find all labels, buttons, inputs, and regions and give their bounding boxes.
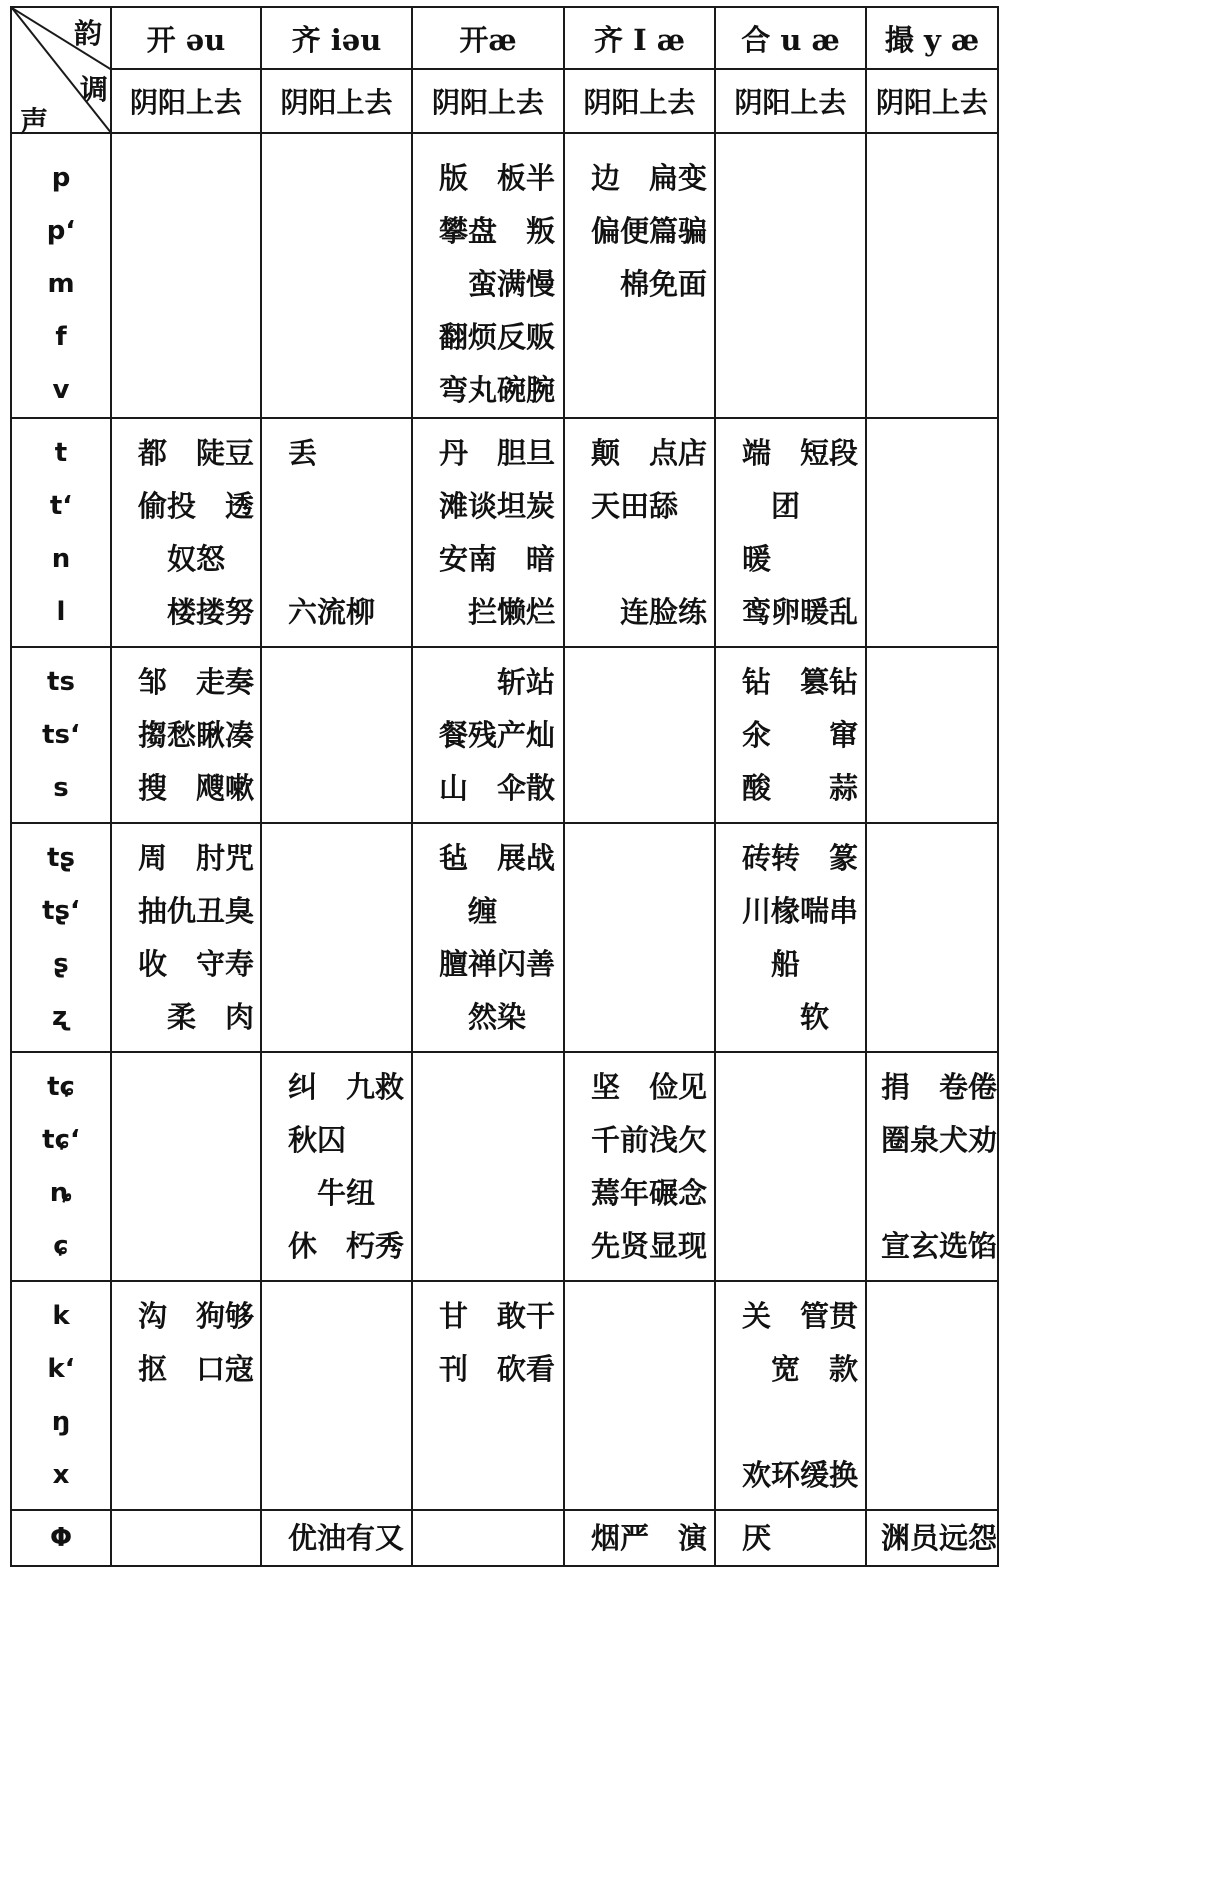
tone-header-2: 阴阳上去 bbox=[412, 69, 564, 133]
syllable-line: 周 肘咒 bbox=[138, 841, 255, 875]
syllable-line: 楼搂努 bbox=[138, 595, 255, 629]
syllable-cell bbox=[715, 1281, 866, 1510]
syllable-cell bbox=[715, 133, 866, 418]
syllable-line: 邹 走奏 bbox=[138, 665, 255, 699]
tone-header-5: 阴阳上去 bbox=[866, 69, 998, 133]
syllable-cell bbox=[715, 823, 866, 1052]
syllable-cell bbox=[866, 1281, 998, 1510]
initial-label: t bbox=[54, 438, 68, 468]
initial-label: n bbox=[51, 544, 71, 574]
syllable-line: 拦懒烂 bbox=[439, 595, 556, 629]
syllable-line: 圈泉犬劝 bbox=[881, 1123, 998, 1157]
initial-label: f bbox=[55, 322, 67, 352]
final-header-0: 开 əu bbox=[111, 7, 261, 69]
syllable-cell bbox=[866, 418, 998, 647]
initial-label: tsʻ bbox=[42, 720, 80, 750]
initial-group-row bbox=[11, 647, 998, 823]
syllable-line: 欢环缓换 bbox=[742, 1458, 859, 1492]
syllable-line: 端 短段 bbox=[742, 436, 859, 470]
tone-header-0: 阴阳上去 bbox=[111, 69, 261, 133]
syllable-line: 钻 篡钻 bbox=[742, 665, 859, 699]
syllable-line: 氽 窜 bbox=[742, 718, 859, 752]
syllable-line: 厌 bbox=[742, 1521, 772, 1555]
syllable-line: 团 bbox=[742, 489, 801, 523]
syllable-line: 膻禅闪善 bbox=[439, 947, 556, 981]
corner-label-tones: 调 bbox=[80, 73, 109, 106]
initial-label: x bbox=[52, 1460, 70, 1490]
initial-label: tʂ bbox=[47, 843, 75, 873]
initial-group-row bbox=[11, 418, 998, 647]
syllable-line bbox=[742, 1396, 865, 1449]
initial-label: tʻ bbox=[49, 491, 73, 521]
corner-label-finals: 韵 bbox=[74, 17, 103, 50]
syllable-line: 刊 砍看 bbox=[439, 1352, 556, 1386]
initial-group-row bbox=[11, 1281, 998, 1510]
syllable-line: 先贤显现 bbox=[591, 1229, 708, 1263]
initial-label: tʂʻ bbox=[42, 896, 80, 926]
syllable-line: 蛮满慢 bbox=[439, 267, 556, 301]
syllable-cell bbox=[111, 133, 261, 418]
tone-header-3: 阴阳上去 bbox=[564, 69, 715, 133]
syllable-line: 六流柳 bbox=[288, 595, 376, 629]
initial-label: l bbox=[56, 597, 66, 627]
syllable-line: 甘 敢干 bbox=[439, 1299, 556, 1333]
corner-cell bbox=[11, 7, 111, 138]
syllable-line: 软 bbox=[742, 1000, 830, 1034]
tone-header-4: 阴阳上去 bbox=[715, 69, 866, 133]
syllable-cell bbox=[564, 418, 715, 647]
initial-label: m bbox=[47, 269, 75, 299]
syllable-cell bbox=[261, 133, 412, 418]
syllable-line: 丹 胆旦 bbox=[439, 436, 556, 470]
syllable-line: 船 bbox=[742, 947, 801, 981]
syllable-line: 渊员远怨 bbox=[881, 1521, 998, 1555]
syllable-line: 砖转 篆 bbox=[742, 841, 859, 875]
syllable-line: 偷投 透 bbox=[138, 489, 255, 523]
syllable-line bbox=[288, 533, 411, 586]
initials-cell bbox=[11, 133, 111, 418]
initial-label: ȵ bbox=[49, 1178, 73, 1208]
syllable-cell bbox=[111, 418, 261, 647]
syllable-line: 棉免面 bbox=[591, 267, 708, 301]
syllable-table bbox=[10, 6, 999, 1567]
syllable-cell bbox=[412, 1052, 564, 1281]
syllable-line: 收 守寿 bbox=[138, 947, 255, 981]
finals-header-row bbox=[11, 7, 998, 69]
syllable-cell bbox=[564, 1281, 715, 1510]
syllable-line: 暖 bbox=[742, 542, 772, 576]
initial-group-row bbox=[11, 1510, 998, 1566]
syllable-cell bbox=[564, 1510, 715, 1566]
tone-header-1: 阴阳上去 bbox=[261, 69, 412, 133]
initial-label: tɕʻ bbox=[42, 1125, 80, 1155]
final-header-2: 开æ bbox=[412, 7, 564, 69]
syllable-line: 宽 款 bbox=[742, 1352, 859, 1386]
syllable-cell bbox=[261, 823, 412, 1052]
syllable-line: 颠 点店 bbox=[591, 436, 708, 470]
syllable-cell bbox=[564, 647, 715, 823]
syllable-line: 滩谈坦炭 bbox=[439, 489, 556, 523]
syllable-line: 抽仇丑臭 bbox=[138, 894, 255, 928]
syllable-line: 斩站 bbox=[439, 665, 556, 699]
syllable-cell bbox=[412, 1281, 564, 1510]
syllable-cell bbox=[412, 418, 564, 647]
syllable-line: 秋囚 bbox=[288, 1123, 347, 1157]
syllable-line: 沟 狗够 bbox=[138, 1299, 255, 1333]
syllable-line: 安南 暗 bbox=[439, 542, 556, 576]
syllable-line: 偏便篇骗 bbox=[591, 214, 708, 248]
syllable-line: 坚 俭见 bbox=[591, 1070, 708, 1104]
syllable-line: 边 扁变 bbox=[591, 161, 708, 195]
syllable-line: 牛纽 bbox=[288, 1176, 376, 1210]
syllable-line: 蔫年碾念 bbox=[591, 1176, 708, 1210]
syllable-line: 鸾卵暖乱 bbox=[742, 595, 859, 629]
tones-header-row bbox=[11, 69, 998, 133]
syllable-cell bbox=[715, 647, 866, 823]
syllable-table-sheet bbox=[10, 6, 999, 1567]
syllable-line: 抠 口寇 bbox=[138, 1352, 255, 1386]
initial-label: ɕ bbox=[53, 1231, 69, 1261]
initial-label: ŋ bbox=[51, 1407, 71, 1437]
syllable-cell bbox=[412, 823, 564, 1052]
initial-label: k bbox=[52, 1301, 70, 1331]
initial-label: tɕ bbox=[47, 1072, 75, 1102]
syllable-line: 然染 bbox=[439, 1000, 527, 1034]
syllable-cell bbox=[412, 1510, 564, 1566]
initial-label: p bbox=[51, 163, 71, 193]
syllable-line: 关 管贯 bbox=[742, 1299, 859, 1333]
syllable-line: 休 朽秀 bbox=[288, 1229, 405, 1263]
syllable-line: 优油有又 bbox=[288, 1521, 405, 1555]
initial-group-row bbox=[11, 1052, 998, 1281]
syllable-line: 酸 蒜 bbox=[742, 771, 859, 805]
syllable-cell bbox=[111, 1281, 261, 1510]
syllable-cell bbox=[261, 1510, 412, 1566]
syllable-line: 纠 九救 bbox=[288, 1070, 405, 1104]
syllable-line: 捐 卷倦 bbox=[881, 1070, 998, 1104]
final-header-3: 齐 I æ bbox=[564, 7, 715, 69]
syllable-line: 缠 bbox=[439, 894, 498, 928]
syllable-cell bbox=[111, 647, 261, 823]
initials-cell bbox=[11, 647, 111, 823]
syllable-cell bbox=[564, 823, 715, 1052]
final-header-1: 齐 iəu bbox=[261, 7, 412, 69]
syllable-line: 攀盘 叛 bbox=[439, 214, 556, 248]
syllable-cell bbox=[111, 1510, 261, 1566]
syllable-cell bbox=[111, 1052, 261, 1281]
syllable-line: 搜 飕嗽 bbox=[138, 771, 255, 805]
syllable-cell bbox=[715, 1052, 866, 1281]
syllable-line: 丢 bbox=[288, 436, 318, 470]
syllable-line: 连脸练 bbox=[591, 595, 708, 629]
syllable-line: 奴怒 bbox=[138, 542, 226, 576]
syllable-cell bbox=[866, 647, 998, 823]
syllable-cell bbox=[261, 418, 412, 647]
syllable-line: 川椽喘串 bbox=[742, 894, 859, 928]
initials-cell bbox=[11, 823, 111, 1052]
initial-label: s bbox=[53, 773, 69, 803]
initials-cell bbox=[11, 418, 111, 647]
syllable-cell bbox=[412, 133, 564, 418]
syllable-line: 毡 展战 bbox=[439, 841, 556, 875]
syllable-cell bbox=[866, 133, 998, 418]
initial-group-row bbox=[11, 133, 998, 418]
syllable-cell bbox=[564, 1052, 715, 1281]
syllable-cell bbox=[412, 647, 564, 823]
corner-label-initials: 声 bbox=[20, 105, 49, 138]
syllable-line: 千前浅欠 bbox=[591, 1123, 708, 1157]
initial-label: ʐ bbox=[51, 1002, 71, 1032]
initial-label: Φ bbox=[49, 1523, 73, 1553]
syllable-line bbox=[881, 1167, 997, 1220]
initial-label: pʻ bbox=[46, 216, 76, 246]
initial-group-row bbox=[11, 823, 998, 1052]
final-header-5: 撮 y æ bbox=[866, 7, 998, 69]
syllable-cell bbox=[866, 1052, 998, 1281]
syllable-line: 宣玄选馅 bbox=[881, 1229, 998, 1263]
syllable-line: 搊愁瞅凑 bbox=[138, 718, 255, 752]
syllable-cell bbox=[564, 133, 715, 418]
syllable-cell bbox=[866, 823, 998, 1052]
syllable-line: 柔 肉 bbox=[138, 1000, 255, 1034]
syllable-line: 都 陡豆 bbox=[138, 436, 255, 470]
initial-label: ts bbox=[47, 667, 75, 697]
syllable-line: 餐残产灿 bbox=[439, 718, 556, 752]
initials-cell bbox=[11, 1281, 111, 1510]
syllable-cell bbox=[866, 1510, 998, 1566]
initials-cell bbox=[11, 1052, 111, 1281]
final-header-4: 合 u æ bbox=[715, 7, 866, 69]
syllable-line: 弯丸碗腕 bbox=[439, 373, 556, 407]
syllable-cell bbox=[111, 823, 261, 1052]
initial-label: v bbox=[52, 375, 70, 405]
syllable-line: 版 板半 bbox=[439, 161, 556, 195]
initials-cell bbox=[11, 1510, 111, 1566]
syllable-cell bbox=[261, 1281, 412, 1510]
syllable-line: 烟严 演 bbox=[591, 1521, 708, 1555]
initial-label: kʻ bbox=[47, 1354, 75, 1384]
syllable-cell bbox=[715, 1510, 866, 1566]
syllable-cell bbox=[261, 1052, 412, 1281]
syllable-line: 山 伞散 bbox=[439, 771, 556, 805]
syllable-line: 翻烦反贩 bbox=[439, 320, 556, 354]
syllable-line: 天田舔 bbox=[591, 489, 679, 523]
syllable-cell bbox=[261, 647, 412, 823]
syllable-line bbox=[288, 480, 411, 533]
syllable-line bbox=[591, 533, 714, 586]
initial-label: ʂ bbox=[53, 949, 69, 979]
syllable-cell bbox=[715, 418, 866, 647]
